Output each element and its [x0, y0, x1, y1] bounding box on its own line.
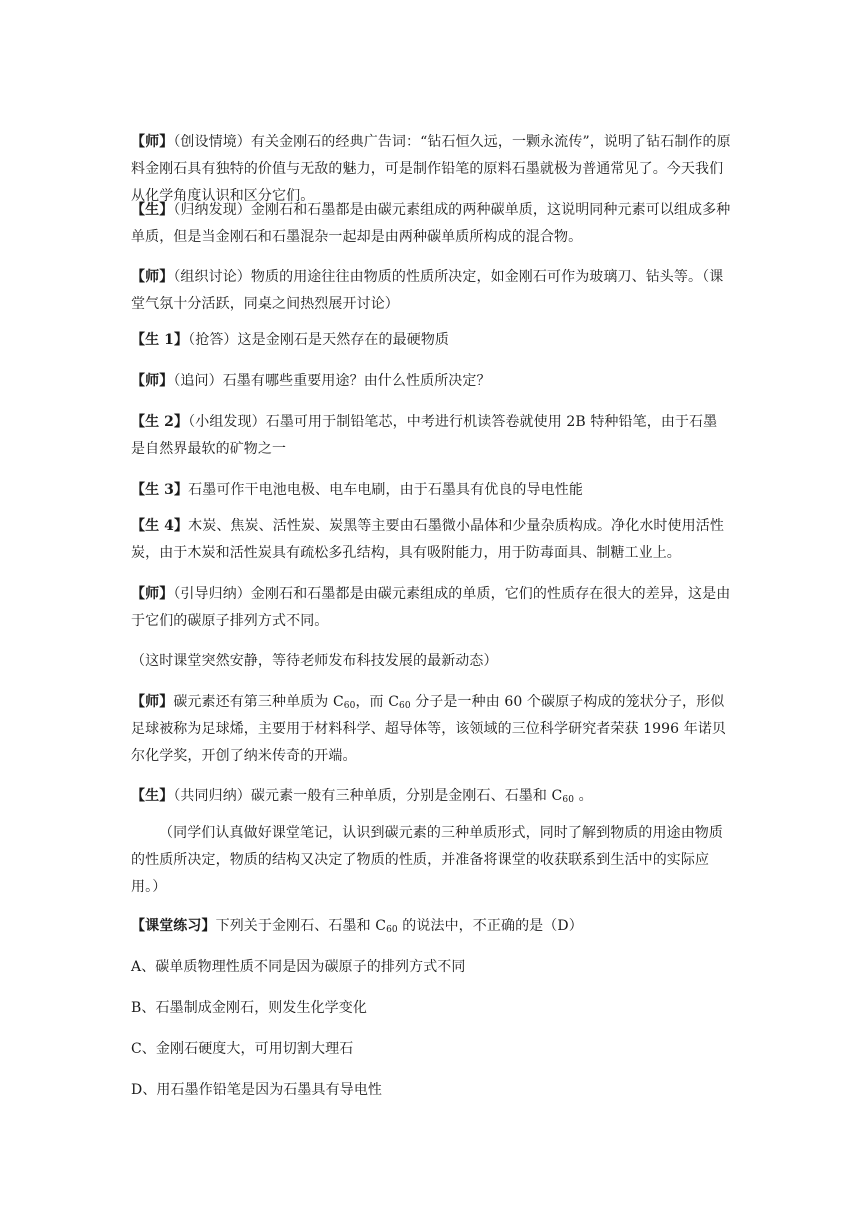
speaker-tag: 【师】 — [131, 373, 174, 389]
paragraph-text: 。 — [574, 788, 593, 804]
option-c: C、金刚石硬度大，可用切割大理石 — [131, 1041, 354, 1057]
option-b: B、石墨制成金刚石，则发生化学变化 — [131, 1000, 367, 1016]
paragraph-text: （组织讨论）物质的用途往往由物质的性质所决定，如金刚石可作为玻璃刀、钻头等。（课堂气氛十分活跃，同桌之间热烈展开讨论） — [131, 269, 724, 312]
paragraph-student-4 — [131, 513, 731, 567]
speaker-tag: 【师】 — [131, 269, 174, 285]
subscript: 60 — [386, 925, 398, 935]
paragraph-text: （小组发现）石墨可用于制铅笔芯，中考进行机读答卷就使用 2B 特种铅笔，由于石墨是自然界最软的矿物之一 — [131, 414, 718, 457]
paragraph-text: 的说法中，不正确的是（D） — [397, 918, 583, 934]
option-d: D、用石墨作铅笔是因为石墨具有导电性 — [131, 1082, 383, 1098]
paragraph-teacher-guide — [131, 581, 731, 635]
paragraph-exercise — [131, 913, 731, 940]
paragraph-text: ，而 C — [355, 694, 399, 710]
paragraph-student-2 — [131, 409, 731, 463]
speaker-tag: 【师】 — [131, 586, 174, 602]
paragraph-text: （这时课堂突然安静，等待老师发布科技发展的最新动态） — [131, 653, 498, 669]
paragraph-text: 分子是一种由 60 个碳原子构成的笼状分子，形似足球被称为足球烯，主要用于材料科学、超导体等，该领域的三位科学研究者荣获 1996 年诺贝尔化学奖，开创了纳米传奇的开端。 — [131, 694, 727, 764]
speaker-tag: 【生 1】 — [131, 332, 189, 348]
paragraph-text: （创设情境）有关金刚石的经典广告词：“钻石恒久远，一颗永流传”，说明了钻石制作的原料金刚石具有独特的价值与无敌的魅力，可是制作铅笔的原料石墨就极为普通常见了。今天我们从化学角度认识和区分它们。 — [131, 134, 731, 204]
speaker-tag: 【生】 — [131, 788, 174, 804]
subscript: 60 — [343, 701, 356, 711]
paragraph-teacher-discussion — [131, 264, 731, 318]
paragraph-text: 石墨可作干电池电极、电车电刷，由于石墨具有优良的导电性能 — [188, 482, 583, 498]
paragraph-classroom-note — [131, 648, 731, 675]
subscript: 60 — [562, 795, 575, 805]
paragraph-student-summary — [131, 197, 731, 251]
paragraph-text: 木炭、焦炭、活性炭、炭黑等主要由石墨微小晶体和少量杂质构成。净化水时使用活性炭，由于木炭和活性炭具有疏松多孔结构，具有吸附能力，用于防毒面具、制糖工业上。 — [131, 518, 724, 561]
speaker-tag: 【课堂练习】 — [131, 918, 216, 934]
speaker-tag: 【生 3】 — [131, 482, 189, 498]
option-a: A、碳单质物理性质不同是因为碳原子的排列方式不同 — [131, 959, 466, 975]
speaker-tag: 【生 4】 — [131, 518, 189, 534]
speaker-tag: 【生 2】 — [131, 414, 189, 430]
paragraph-text: （抢答）这是金刚石是天然存在的最硬物质 — [188, 332, 450, 348]
paragraph-notes — [131, 820, 731, 901]
speaker-tag: 【生】 — [131, 202, 174, 218]
paragraph-text: （追问）石墨有哪些重要用途？由什么性质所决定？ — [173, 373, 491, 389]
subscript: 60 — [399, 701, 411, 711]
paragraph-teacher-question — [131, 368, 731, 395]
speaker-tag: 【师】 — [131, 134, 174, 150]
paragraph-teacher-c60 — [131, 689, 731, 770]
paragraph-student-3 — [131, 477, 731, 504]
paragraph-text: （引导归纳）金刚石和石墨都是由碳元素组成的单质，它们的性质存在很大的差异，这是由于它们的碳原子排列方式不同。 — [131, 586, 731, 629]
paragraph-student-1 — [131, 327, 731, 354]
paragraph-text: 碳元素还有第三种单质为 C — [173, 694, 344, 710]
paragraph-student-conclusion — [131, 783, 731, 810]
paragraph-text: （归纳发现）金刚石和石墨都是由碳元素组成的两种碳单质，这说明同种元素可以组成多种单质，但是当金刚石和石墨混杂一起却是由两种碳单质所构成的混合物。 — [131, 202, 731, 245]
paragraph-text: 下列关于金刚石、石墨和 C — [215, 918, 387, 934]
paragraph-text: （共同归纳）碳元素一般有三种单质，分别是金刚石、石墨和 C — [173, 788, 563, 804]
paragraph-text: （同学们认真做好课堂笔记，认识到碳元素的三种单质形式，同时了解到物质的用途由物质的性质所决定，物质的结构又决定了物质的性质，并准备将课堂的收获联系到生活中的实际应用。） — [131, 825, 723, 895]
speaker-tag: 【师】 — [131, 694, 174, 710]
